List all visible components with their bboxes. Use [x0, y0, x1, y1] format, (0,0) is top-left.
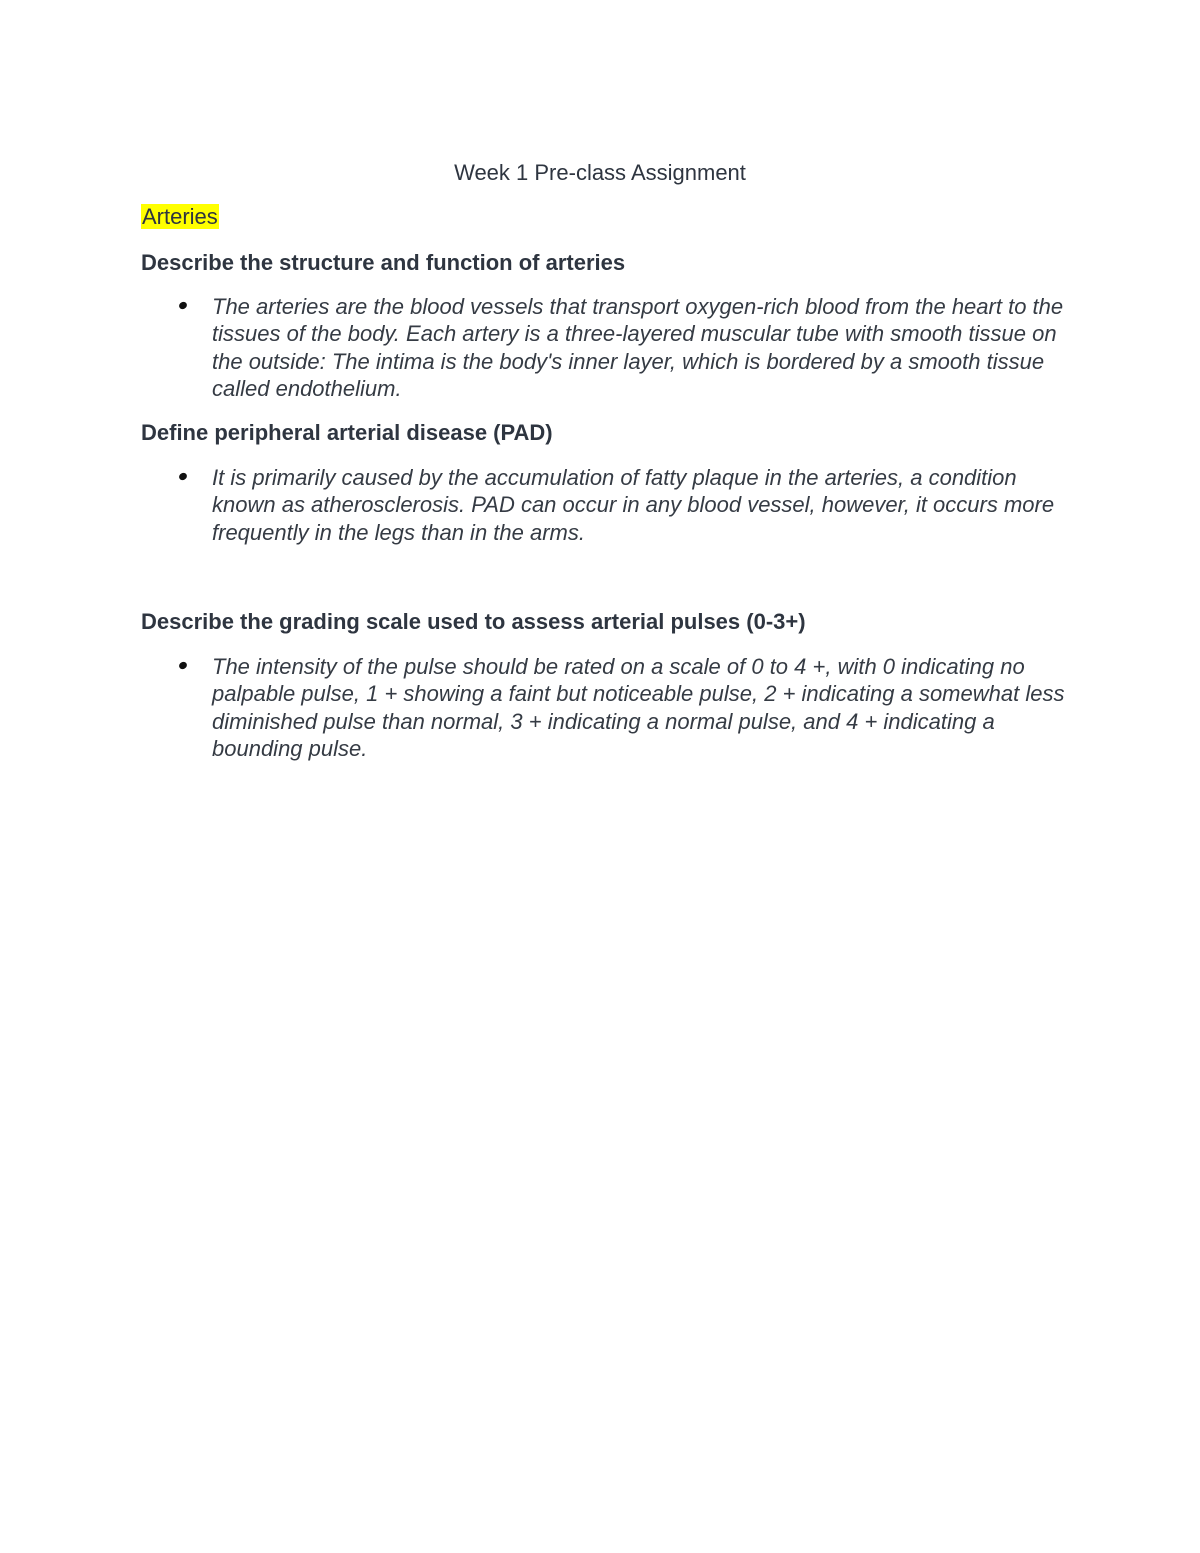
- answer-text: The intensity of the pulse should be rated on a scale of 0 to 4 +, with 0 indicating no palpable pulse, 1 + showing a faint but noticeable pulse, 2 + indicating a somewhat less diminished pulse than normal, 3 + indicating a normal pulse, and 4 + indicating a bounding pulse.: [212, 654, 1065, 761]
- question-grading-scale: Describe the grading scale used to assess arterial pulses (0-3+): [141, 609, 806, 634]
- highlighted-section-label: Arteries: [142, 204, 218, 229]
- bullet-icon: [178, 301, 188, 311]
- bullet-icon: [178, 472, 188, 482]
- answer-text: It is primarily caused by the accumulation of fatty plaque in the arteries, a condition known as atherosclerosis. PAD can occur in any blood vessel, however, it occurs more frequently in the legs than in the arms.: [212, 465, 1055, 545]
- question-define-pad: Define peripheral arterial disease (PAD): [141, 420, 553, 445]
- section-heading-arteries: [141, 203, 219, 231]
- document-title: Week 1 Pre-class Assignment: [454, 160, 746, 185]
- bullet-icon: [178, 661, 188, 671]
- question-structure-function: Describe the structure and function of arteries: [141, 250, 626, 275]
- answer-text: The arteries are the blood vessels that transport oxygen-rich blood from the heart to the tissues of the body. Each artery is a three-layered muscular tube with smooth tissue on the outside: The intima is the body's inner layer, which is bordered by a smooth tissue called endothelium.: [212, 294, 1064, 401]
